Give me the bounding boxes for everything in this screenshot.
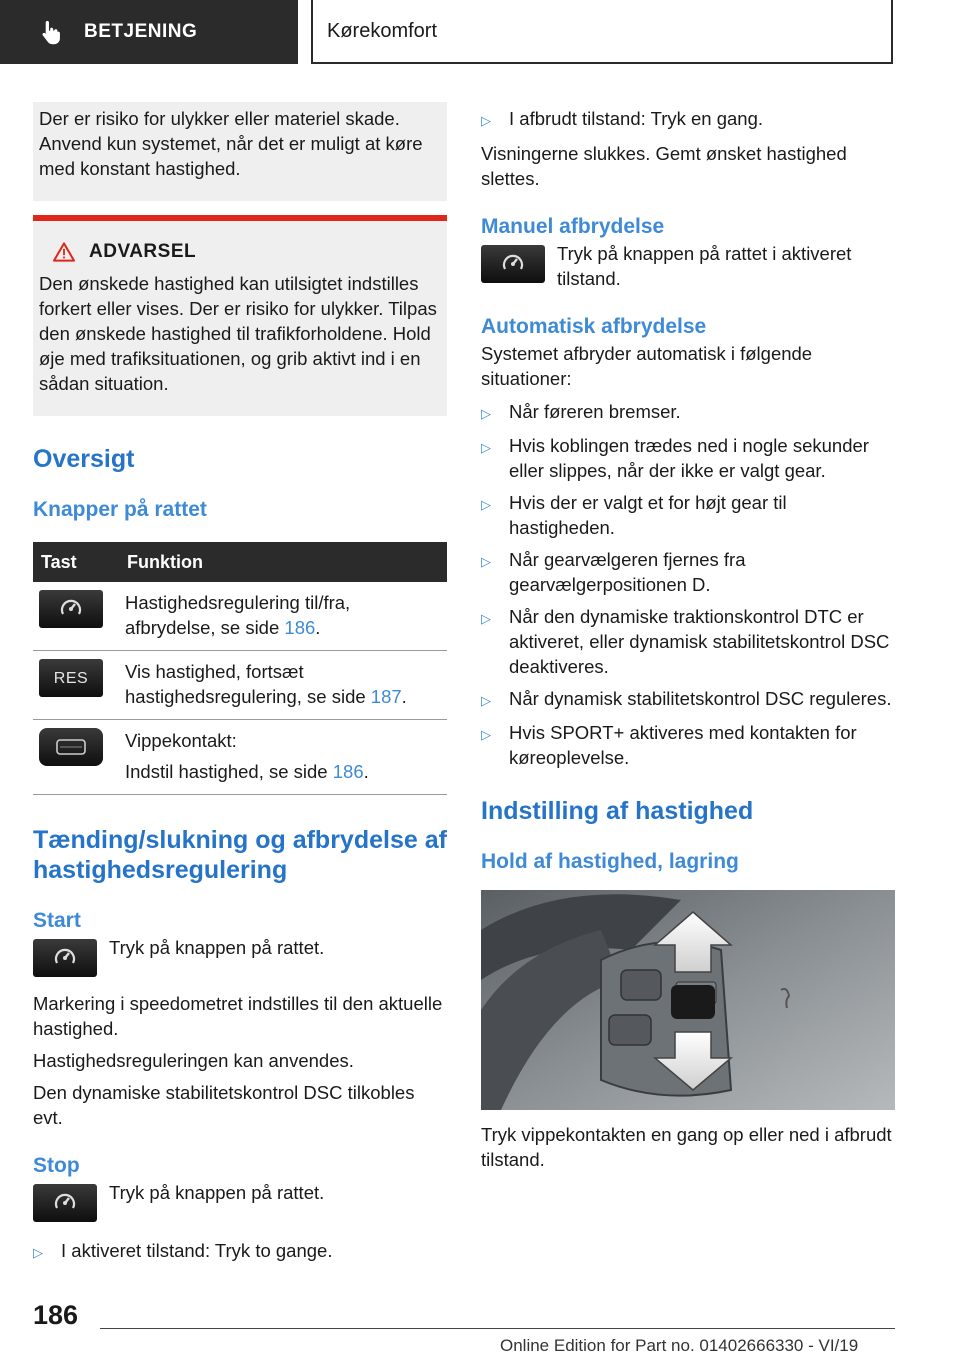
warning-triangle-icon (53, 242, 75, 262)
manual-text: Tryk på knappen på rattet i aktiveret tilstand. (557, 243, 852, 289)
list-item: ▷ Hvis der er valgt et for højt gear til hastigheden. (481, 492, 787, 538)
start-text: Tryk på knappen på rattet. (109, 937, 325, 958)
list-item: ▷ Når den dynamiske traktionskontrol DTC er aktiveret, eller dynamisk stabilitetskontrol DSC deaktiveres. (481, 606, 890, 677)
heading-setting: Indstilling af hastighed (481, 797, 754, 825)
list-item: ▷ Hvis koblingen trædes ned i nogle sekunder eller slippes, når der ikke er valgt gear. (481, 435, 869, 481)
section-tab (0, 0, 298, 64)
row-text: Hastighedsregulering til/fra, afbrydelse, se side (125, 592, 351, 638)
warning-title: ADVARSEL (89, 241, 197, 262)
res-button-icon: RES (39, 659, 103, 697)
edition-text: Online Edition for Part no. 01402666330 - VI/19 (500, 1336, 859, 1355)
page-link[interactable]: 187 (370, 686, 402, 707)
steering-wheel-image (481, 890, 895, 1110)
row-text: Indstil hastighed, se side (125, 761, 333, 782)
cruise-control-icon (33, 939, 97, 977)
cruise-control-icon (39, 590, 103, 628)
list-item: ▷ Når føreren bremser. (481, 399, 895, 426)
start-paragraph-2: Hastighedsreguleringen kan anvendes. (33, 1050, 354, 1071)
table-row: Hastighedsregulering til/fra, afbrydelse, se side 186. (33, 582, 447, 651)
list-item: ▷ I afbrudt tilstand: Tryk en gang. (481, 106, 895, 133)
start-paragraph-1: Markering i speedometret indstilles til den aktuelle hastighed. (33, 993, 443, 1039)
table-header-row (33, 542, 447, 582)
heading-overview: Oversigt (33, 445, 135, 473)
auto-intro: Systemet afbryder automatisk i følgende situationer: (481, 343, 813, 389)
chapter-tab (311, 0, 893, 64)
table-row: RES Vis hastighed, fortsæt hastighedsregulering, se side 187. (33, 651, 447, 720)
table-row: Vippekontakt: Indstil hastighed, se side 186. (33, 720, 447, 795)
footer-divider (100, 1328, 895, 1329)
left-column (33, 102, 447, 1265)
heading-on-off: Tænding/slukning og afbrydelse af hastighedsregulering (33, 826, 447, 884)
bullet-triangle-icon: ▷ (481, 440, 491, 455)
list-item: ▷ Hvis SPORT+ aktiveres med kontakten for køreoplevelse. (481, 722, 857, 768)
heading-buttons: Knapper på rattet (33, 498, 207, 521)
bullet-triangle-icon: ▷ (481, 113, 491, 128)
stop-text: Tryk på knappen på rattet. (109, 1182, 325, 1203)
bullet-triangle-icon: ▷ (481, 611, 491, 626)
list-item: ▷ Når dynamisk stabilitetskontrol DSC reguleres. (481, 686, 895, 713)
heading-auto: Automatisk afbrydelse (481, 315, 707, 338)
list-item: ▷ I aktiveret tilstand: Tryk to gange. (33, 1238, 447, 1265)
row-text: Vis hastighed, fortsæt hastighedsregulering, se side (125, 661, 371, 707)
stop-row (33, 1180, 447, 1222)
warning-header (53, 241, 439, 263)
start-row (33, 935, 447, 977)
col-header-key: Tast (33, 542, 119, 582)
start-paragraph-3: Den dynamiske stabilitetskontrol DSC tilkobles evt. (33, 1082, 415, 1128)
section-title: BETJENING (84, 21, 198, 42)
bullet-triangle-icon: ▷ (481, 727, 491, 742)
manual-row (481, 241, 895, 291)
keys-table (33, 542, 447, 795)
heading-stop: Stop (33, 1154, 80, 1177)
bullet-triangle-icon: ▷ (33, 1245, 43, 1260)
caution-box (33, 102, 447, 201)
hand-pointer-icon (38, 18, 66, 46)
image-caption: Tryk vippekontakten en gang op eller ned i afbrudt tilstand. (481, 1124, 892, 1170)
heading-manual: Manuel afbrydelse (481, 215, 665, 238)
bullet-triangle-icon: ▷ (481, 693, 491, 708)
auto-list (481, 399, 895, 770)
rocker-switch-icon (39, 728, 103, 766)
bullet-triangle-icon: ▷ (481, 497, 491, 512)
heading-hold: Hold af hastighed, lagring (481, 850, 739, 873)
col-header-function: Funktion (119, 542, 447, 582)
page-link[interactable]: 186 (284, 617, 316, 638)
heading-start: Start (33, 909, 81, 932)
row-text-line1: Vippekontakt: (125, 730, 237, 751)
bullet-triangle-icon: ▷ (481, 554, 491, 569)
paragraph: Visningerne slukkes. Gemt ønsket hastighed slettes. (481, 143, 847, 189)
warning-text: Den ønskede hastighed kan utilsigtet indstilles forkert eller vises. Der er risiko for ulykker. Tilpas den ønskede hastighed til trafikforholdene. Hold øje med trafiksituationen, og grib aktivt ind i en sådan situation. (39, 273, 437, 394)
page-link[interactable]: 186 (332, 761, 364, 782)
warning-box (33, 215, 447, 416)
list-item: ▷ Når gearvælgeren fjernes fra gearvælgerpositionen D. (481, 549, 746, 595)
cruise-control-icon (481, 245, 545, 283)
caution-text: Der er risiko for ulykker eller materiel skade. Anvend kun systemet, når det er muligt at køre med konstant hastighed. (39, 108, 423, 179)
right-column (481, 102, 895, 1172)
chapter-title: Kørekomfort (327, 19, 438, 42)
bullet-triangle-icon: ▷ (481, 406, 491, 421)
page-number: 186 (33, 1300, 79, 1330)
cruise-control-icon (33, 1184, 97, 1222)
